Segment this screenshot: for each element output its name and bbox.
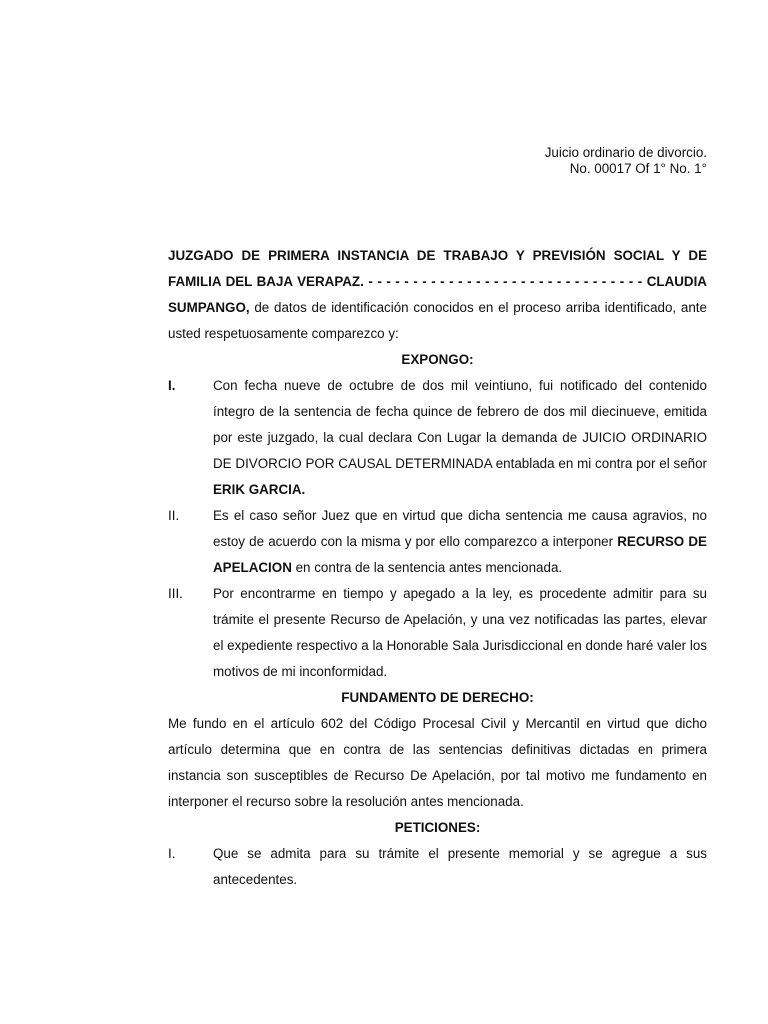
case-type: Juicio ordinario de divorcio.: [544, 145, 707, 160]
document-body: [168, 243, 707, 893]
expongo-item: [168, 581, 707, 685]
filler-dash: -: [637, 274, 643, 289]
expongo-item: [168, 503, 707, 581]
addressee-paragraph: [168, 243, 707, 347]
expongo-item: [168, 373, 707, 503]
party-name: CLAUDIA SUMPANGO,: [168, 274, 707, 315]
peticiones-item: [168, 841, 707, 893]
filler-dashes: - - - - - - - - - - - - - - - - - - - - - - - - - - - - - -: [368, 274, 634, 289]
item-text: Que se admita para su trámite el presente memorial y se agregue a sus antecedentes.: [213, 846, 707, 887]
case-reference: [545, 145, 707, 177]
appeal-name: RECURSO DE APELACION: [213, 534, 707, 575]
item-text-part: en contra de la sentencia antes mencionada.: [295, 560, 563, 575]
item-text: Por encontrarme en tiempo y apegado a la ley, es procedente admitir para su trámite el presente Recurso de Apelación, y una vez notificadas las partes, elevar el expediente respectivo a la Honorable Sala Jurisdiccional en donde haré valer los motivos de mi inconformidad.: [213, 586, 707, 679]
intro-text: de datos de identificación conocidos en el proceso arriba identificado, ante usted respetuosamente comparezco y:: [168, 300, 707, 341]
item-text-part: Es el caso señor Juez que en virtud que dicha sentencia me causa agravios, no estoy de acuerdo con la misma y por ello comparezco a interponer: [213, 508, 707, 549]
fundamento-text: Me fundo en el artículo 602 del Código Procesal Civil y Mercantil en virtud que dicho artículo determina que en contra de las sentencias definitivas dictadas en primera instancia son susceptibles de Recurso De Apelación, por tal motivo me fundamento en interponer el recurso sobre la resolución antes mencionada.: [168, 716, 707, 809]
expongo-heading: EXPONGO:: [401, 352, 474, 367]
court-name: JUZGADO DE PRIMERA INSTANCIA DE TRABAJO Y PREVISIÓN SOCIAL Y DE FAMILIA DEL BAJA VERAPAZ.: [168, 248, 707, 289]
item-number: I.: [168, 846, 176, 861]
fundamento-heading: FUNDAMENTO DE DERECHO:: [341, 690, 534, 705]
item-number: III.: [168, 586, 183, 601]
defendant-name: ERIK GARCIA.: [213, 482, 306, 497]
item-number: I.: [168, 378, 176, 393]
case-number: No. 00017 Of 1° No. 1°: [569, 161, 707, 176]
item-text: [213, 503, 707, 581]
item-text-part: Con fecha nueve de octubre de dos mil veintiuno, fui notificado del contenido íntegro de la sentencia de fecha quince de febrero de dos mil diecinueve, emitida por este juzgado, la cual declara Con Lugar la demanda de JUICIO ORDINARIO DE DIVORCIO POR CAUSAL DETERMINADA entablada en mi contra por el señor: [213, 378, 707, 471]
item-text: [213, 373, 707, 503]
peticiones-heading: PETICIONES:: [394, 820, 481, 835]
item-number: II.: [168, 508, 180, 523]
